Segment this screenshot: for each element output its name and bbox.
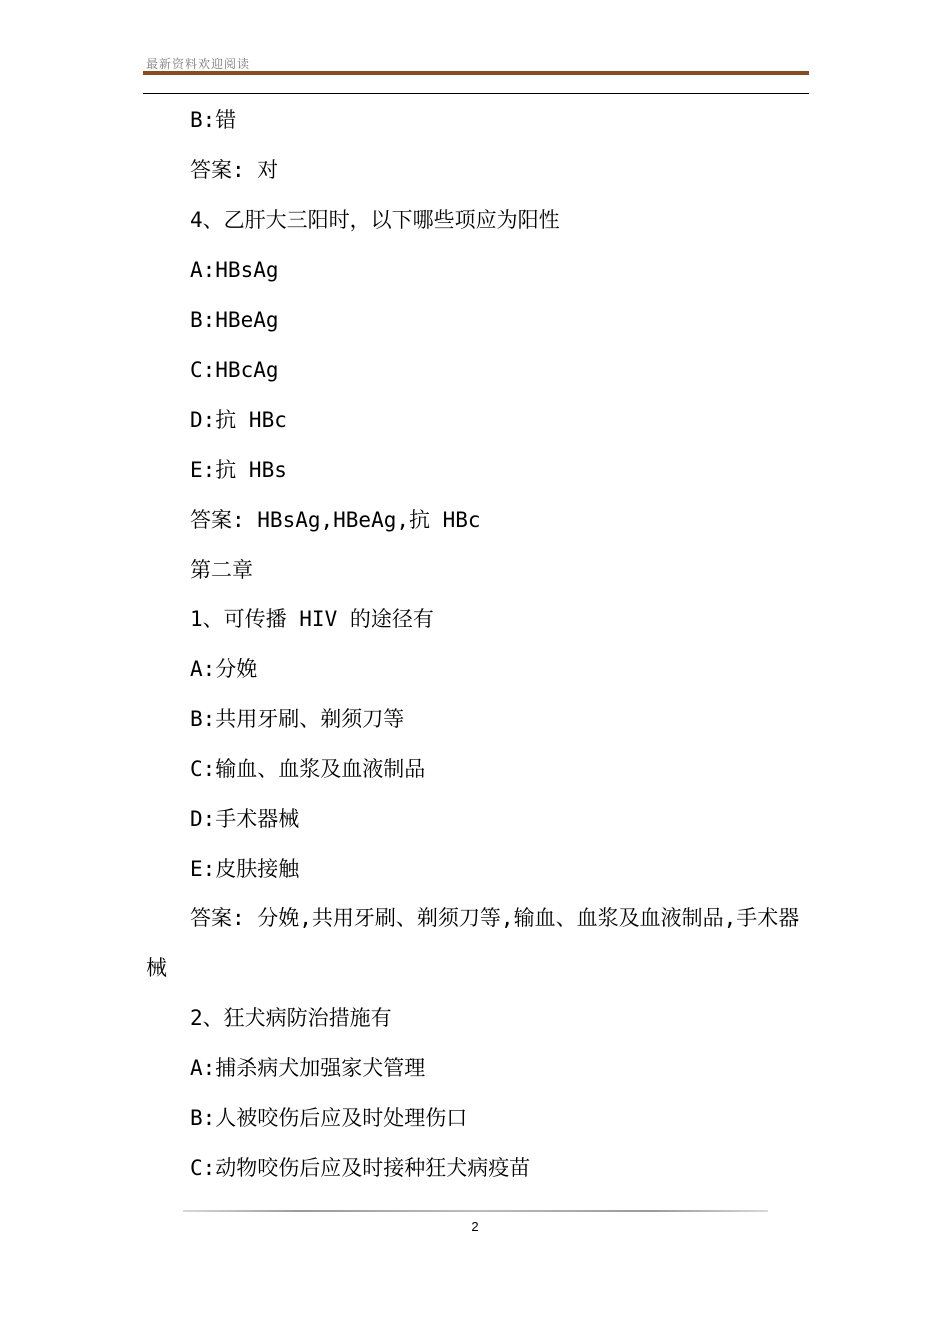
answer-line: 答案: 对 <box>190 158 279 182</box>
page-number: 2 <box>471 1219 479 1234</box>
option-line: A:捕杀病犬加强家犬管理 <box>190 1056 426 1080</box>
option-line: B:错 <box>190 108 237 132</box>
answer-line: 答案: 分娩,共用牙刷、剃须刀等,输血、血浆及血液制品,手术器械 <box>146 906 800 980</box>
chapter-heading: 第二章 <box>190 558 253 582</box>
option-line: B:HBeAg <box>190 308 279 332</box>
option-line: B:共用牙刷、剃须刀等 <box>190 707 405 731</box>
header-divider <box>143 93 809 94</box>
option-line: C:动物咬伤后应及时接种狂犬病疫苗 <box>190 1156 531 1180</box>
option-line: E:皮肤接触 <box>190 857 300 881</box>
question-line: 2、狂犬病防治措施有 <box>190 1006 392 1030</box>
option-line: A:HBsAg <box>190 258 279 282</box>
option-line: A:分娩 <box>190 657 258 681</box>
question-line: 1、可传播 HIV 的途径有 <box>190 607 434 631</box>
answer-line: 答案: HBsAg,HBeAg,抗 HBc <box>190 508 481 532</box>
question-line: 4、乙肝大三阳时，以下哪些项应为阳性 <box>190 208 560 232</box>
option-line: D:抗 HBc <box>190 408 287 432</box>
option-line: B:人被咬伤后应及时处理伤口 <box>190 1106 468 1130</box>
option-line: C:HBcAg <box>190 358 279 382</box>
footer-divider <box>183 1210 768 1212</box>
option-line: C:输血、血浆及血液制品 <box>190 757 426 781</box>
header-decorative-bar <box>143 71 809 75</box>
option-line: D:手术器械 <box>190 807 300 831</box>
page-header-title: 最新资料欢迎阅读 <box>146 57 251 71</box>
option-line: E:抗 HBs <box>190 458 287 482</box>
